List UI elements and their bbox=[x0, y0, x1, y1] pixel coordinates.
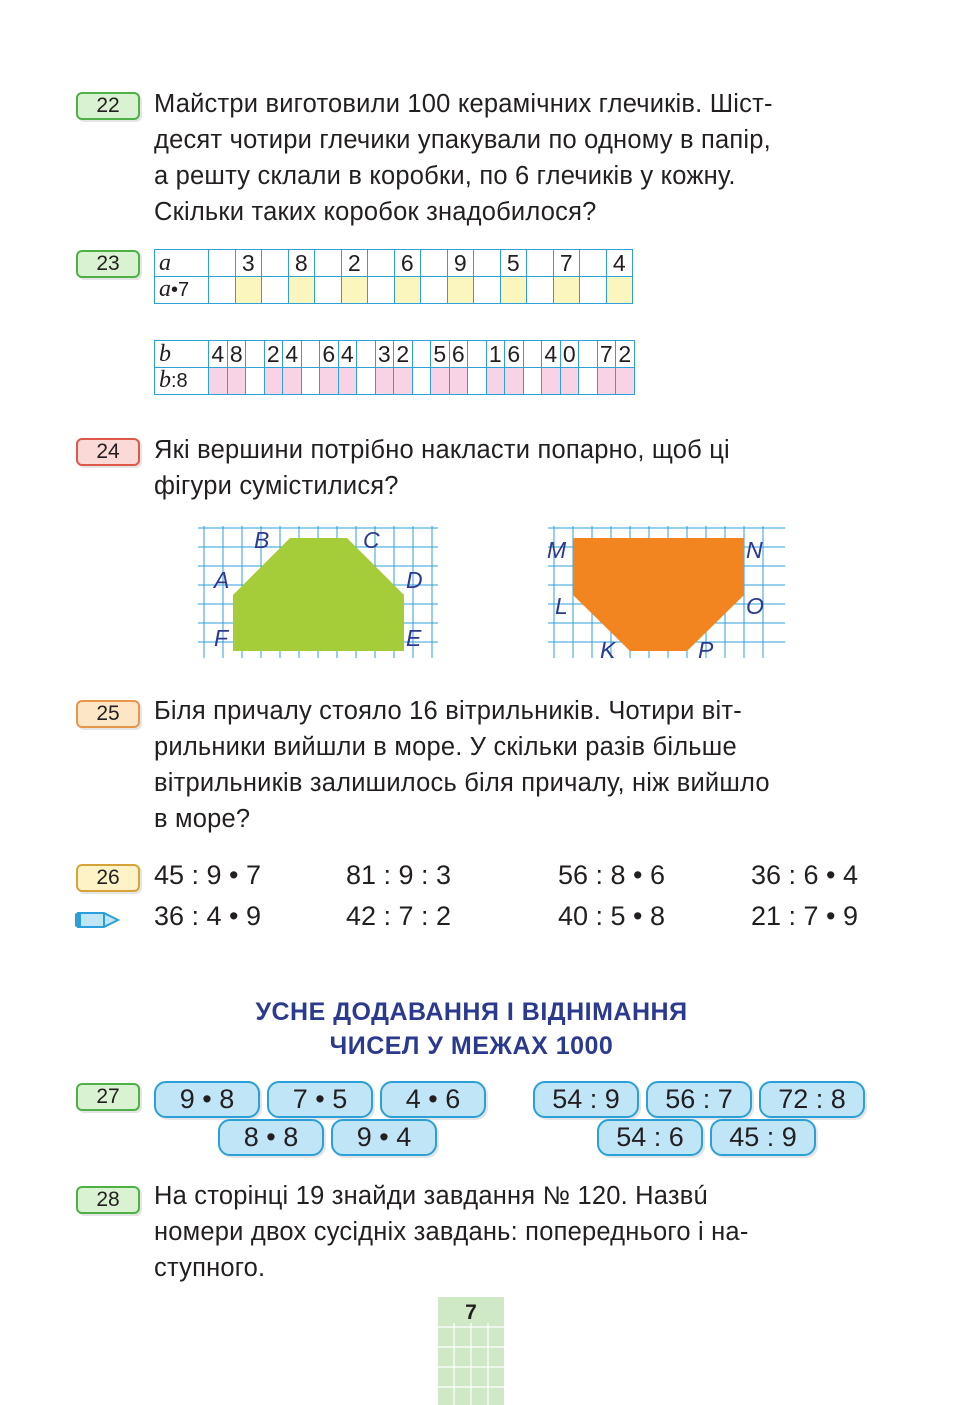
answer-cell[interactable] bbox=[474, 277, 501, 304]
row-label-b: b bbox=[155, 341, 209, 368]
task-25-line: рильники вийшли в море. У скільки разів більше bbox=[154, 733, 737, 761]
answer-cell[interactable] bbox=[341, 277, 368, 304]
answer-cell[interactable] bbox=[523, 368, 542, 395]
table-b-value-cell: 0 bbox=[560, 341, 579, 368]
table-a-value-cell: 7 bbox=[553, 250, 580, 277]
answer-cell[interactable] bbox=[375, 368, 394, 395]
answer-cell[interactable] bbox=[394, 368, 413, 395]
task-24-text bbox=[154, 432, 868, 504]
answer-cell[interactable] bbox=[394, 277, 421, 304]
expression-pill: 7 • 5 bbox=[267, 1081, 373, 1118]
table-b-value-cell: 5 bbox=[431, 341, 450, 368]
table-b-div-8 bbox=[154, 340, 635, 395]
table-a-value-cell bbox=[368, 250, 395, 277]
vertex-label-l: L bbox=[555, 593, 568, 619]
answer-cell[interactable] bbox=[262, 277, 289, 304]
task-number-badge-23: 23 bbox=[76, 250, 140, 278]
task-28-line: На сторінці 19 знайди завдання № 120. Назвú bbox=[154, 1182, 708, 1210]
table-a-value-cell: 2 bbox=[341, 250, 368, 277]
pencil-icon bbox=[74, 908, 122, 932]
shapes-grid-figure bbox=[190, 522, 785, 662]
row-label-var: a bbox=[159, 276, 171, 302]
answer-cell[interactable] bbox=[486, 368, 505, 395]
table-b-value-cell: 7 bbox=[597, 341, 616, 368]
task-22-line: Скільки таких коробок знадобилося? bbox=[154, 198, 597, 226]
answer-cell[interactable] bbox=[560, 368, 579, 395]
table-b-value-cell bbox=[246, 341, 265, 368]
page-number: 7 bbox=[465, 1301, 477, 1324]
task-22-text bbox=[154, 86, 868, 230]
table-b-value-cell: 8 bbox=[227, 341, 246, 368]
task-22-line: десят чотири глечики упакували по одному в папір, bbox=[154, 126, 771, 154]
table-b-value-cell: 1 bbox=[486, 341, 505, 368]
answer-cell[interactable] bbox=[468, 368, 487, 395]
table-a-value-cell bbox=[580, 250, 607, 277]
answer-cell[interactable] bbox=[209, 368, 228, 395]
table-b-value-cell bbox=[301, 341, 320, 368]
answer-cell[interactable] bbox=[368, 277, 395, 304]
task-24-line: Які вершини потрібно накласти попарно, щоб ці bbox=[154, 436, 730, 464]
expression-pill: 45 : 9 bbox=[710, 1119, 816, 1156]
expression: 81 : 9 : 3 bbox=[346, 860, 452, 890]
table-b-value-cell: 6 bbox=[320, 341, 339, 368]
task-25-line: Біля причалу стояло 16 вітрильників. Чотири віт- bbox=[154, 697, 742, 725]
table-b-value-cell bbox=[412, 341, 431, 368]
task-28-text bbox=[154, 1178, 868, 1286]
answer-cell[interactable] bbox=[447, 277, 474, 304]
task-number-badge-27: 27 bbox=[76, 1083, 140, 1111]
expression-pill: 4 • 6 bbox=[380, 1081, 486, 1118]
answer-cell[interactable] bbox=[246, 368, 265, 395]
vertex-label-a: A bbox=[214, 567, 230, 593]
answer-cell[interactable] bbox=[421, 277, 448, 304]
vertex-label-n: N bbox=[746, 537, 763, 563]
row-label-b-div-8 bbox=[155, 368, 209, 395]
table-a-value-cell: 8 bbox=[288, 250, 315, 277]
table-b-value-cell bbox=[579, 341, 598, 368]
expression-pill: 54 : 6 bbox=[597, 1119, 703, 1156]
expression-pill: 54 : 9 bbox=[533, 1081, 639, 1118]
table-a-value-cell: 9 bbox=[447, 250, 474, 277]
row-label-op: :8 bbox=[171, 370, 188, 392]
answer-cell[interactable] bbox=[553, 277, 580, 304]
expression: 56 : 8 • 6 bbox=[558, 860, 666, 890]
table-b-value-cell: 2 bbox=[394, 341, 413, 368]
answer-cell[interactable] bbox=[449, 368, 468, 395]
vertex-label-b: B bbox=[254, 527, 270, 553]
answer-cell[interactable] bbox=[580, 277, 607, 304]
table-b-value-cell: 2 bbox=[616, 341, 635, 368]
table-a-value-cell: 3 bbox=[235, 250, 262, 277]
table-b-value-cell: 4 bbox=[542, 341, 561, 368]
expression: 36 : 6 • 4 bbox=[751, 860, 859, 890]
expression: 42 : 7 : 2 bbox=[346, 901, 452, 931]
table-a-times-7 bbox=[154, 249, 633, 304]
answer-cell[interactable] bbox=[283, 368, 302, 395]
vertex-label-e: E bbox=[406, 625, 422, 651]
answer-cell[interactable] bbox=[264, 368, 283, 395]
task-28-line: ступного. bbox=[154, 1254, 266, 1282]
vertex-label-c: C bbox=[363, 527, 380, 553]
table-b-value-cell: 6 bbox=[449, 341, 468, 368]
section-heading-line-1: УСНЕ ДОДАВАННЯ І ВІДНІМАННЯ bbox=[255, 998, 688, 1026]
task-number-badge-24: 24 bbox=[76, 438, 140, 466]
table-b-value-cell: 4 bbox=[283, 341, 302, 368]
table-b-value-cell bbox=[468, 341, 487, 368]
vertex-label-p: P bbox=[698, 637, 714, 662]
answer-cell[interactable] bbox=[301, 368, 320, 395]
table-b-value-cell: 2 bbox=[264, 341, 283, 368]
answer-cell[interactable] bbox=[357, 368, 376, 395]
section-heading-line-2: ЧИСЕЛ У МЕЖАХ 1000 bbox=[329, 1032, 614, 1060]
task-28-line: номери двох сусідніх завдань: попереднього і на- bbox=[154, 1218, 749, 1246]
task-number-badge-26: 26 bbox=[76, 864, 140, 892]
vertex-label-f: F bbox=[214, 625, 229, 651]
row-label-var: b bbox=[159, 367, 171, 393]
table-a-value-cell: 5 bbox=[500, 250, 527, 277]
answer-cell[interactable] bbox=[505, 368, 524, 395]
expression-pill: 9 • 8 bbox=[154, 1081, 260, 1118]
row-label-a: a bbox=[155, 250, 209, 277]
table-a-value-cell: 6 bbox=[394, 250, 421, 277]
task-22-line: Майстри виготовили 100 керамічних глечиків. Шіст- bbox=[154, 90, 773, 118]
expression-pill: 9 • 4 bbox=[331, 1119, 437, 1156]
expression: 40 : 5 • 8 bbox=[558, 901, 666, 931]
page-number-tab bbox=[438, 1297, 504, 1405]
green-hexagon-shape bbox=[233, 538, 404, 651]
answer-cell[interactable] bbox=[338, 368, 357, 395]
expression: 45 : 9 • 7 bbox=[154, 860, 262, 890]
table-a-value-cell bbox=[315, 250, 342, 277]
answer-cell[interactable] bbox=[209, 277, 236, 304]
answer-cell[interactable] bbox=[542, 368, 561, 395]
task-number-badge-22: 22 bbox=[76, 92, 140, 120]
expression-pill: 56 : 7 bbox=[646, 1081, 752, 1118]
task-25-line: в море? bbox=[154, 805, 251, 833]
table-a-value-cell bbox=[262, 250, 289, 277]
table-a-value-cell bbox=[527, 250, 554, 277]
task-22-line: а решту склали в коробки, по 6 глечиків у кожну. bbox=[154, 162, 736, 190]
answer-cell[interactable] bbox=[412, 368, 431, 395]
answer-cell[interactable] bbox=[288, 277, 315, 304]
task-number-badge-25: 25 bbox=[76, 700, 140, 728]
task-24-line: фігури сумістилися? bbox=[154, 472, 399, 500]
table-b-value-cell: 3 bbox=[375, 341, 394, 368]
table-b-value-cell bbox=[357, 341, 376, 368]
task-25-text bbox=[154, 693, 868, 837]
table-b-value-cell: 4 bbox=[338, 341, 357, 368]
orange-hexagon-shape bbox=[573, 538, 744, 651]
answer-cell[interactable] bbox=[235, 277, 262, 304]
table-a-value-cell bbox=[421, 250, 448, 277]
answer-cell[interactable] bbox=[579, 368, 598, 395]
answer-cell[interactable] bbox=[227, 368, 246, 395]
answer-cell[interactable] bbox=[315, 277, 342, 304]
answer-cell[interactable] bbox=[527, 277, 554, 304]
row-label-a-times-7 bbox=[155, 277, 209, 304]
vertex-label-m: M bbox=[547, 537, 567, 563]
answer-cell[interactable] bbox=[500, 277, 527, 304]
answer-cell[interactable] bbox=[616, 368, 635, 395]
table-a-value-cell bbox=[209, 250, 236, 277]
table-a-value-cell: 4 bbox=[606, 250, 633, 277]
vertex-label-o: O bbox=[746, 593, 764, 619]
vertex-label-k: K bbox=[600, 637, 616, 662]
table-a-value-cell bbox=[474, 250, 501, 277]
expression-pill: 72 : 8 bbox=[759, 1081, 865, 1118]
answer-cell[interactable] bbox=[320, 368, 339, 395]
table-b-value-cell: 4 bbox=[209, 341, 228, 368]
table-b-value-cell: 6 bbox=[505, 341, 524, 368]
task-number-badge-28: 28 bbox=[76, 1186, 140, 1214]
answer-cell[interactable] bbox=[431, 368, 450, 395]
task-25-line: вітрильників залишилось біля причалу, ніж вийшло bbox=[154, 769, 770, 797]
expression: 36 : 4 • 9 bbox=[154, 901, 262, 931]
answer-cell[interactable] bbox=[597, 368, 616, 395]
expression: 21 : 7 • 9 bbox=[751, 901, 859, 931]
expression-pill: 8 • 8 bbox=[218, 1119, 324, 1156]
row-label-op: •7 bbox=[171, 279, 190, 301]
table-b-value-cell bbox=[523, 341, 542, 368]
answer-cell[interactable] bbox=[606, 277, 633, 304]
vertex-label-d: D bbox=[406, 567, 423, 593]
